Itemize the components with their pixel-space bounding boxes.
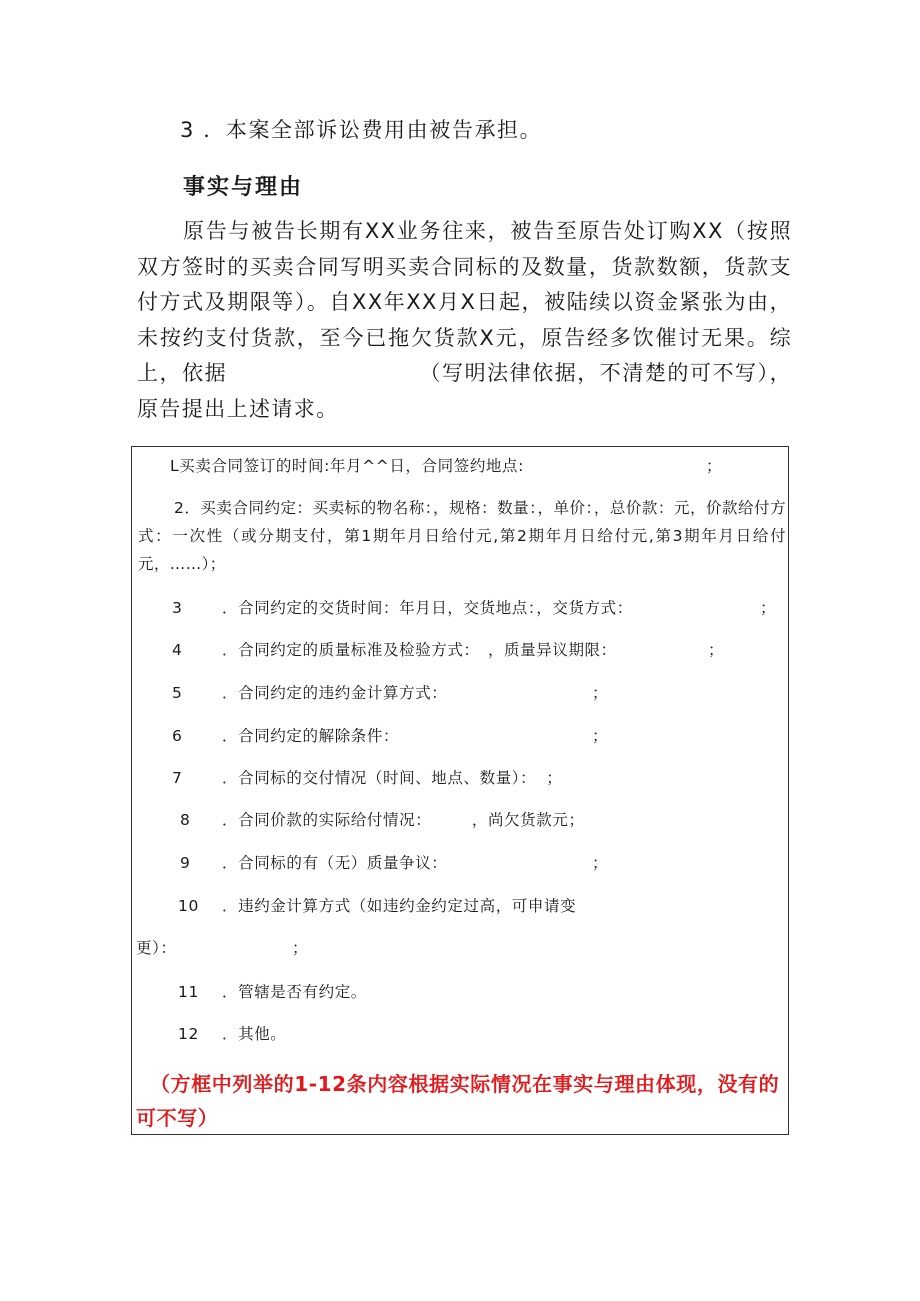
- box-item-12: [178, 1023, 286, 1045]
- box-item-6-text: ．合同约定的解除条件：: [222, 727, 400, 745]
- box-item-5-end: ；: [592, 684, 609, 702]
- box-item-8: [180, 809, 585, 831]
- box-item-9: [180, 852, 447, 874]
- box-item-4-text: ．合同约定的质量标准及检验方式： ，质量异议期限：: [222, 641, 617, 659]
- box-item-8-text: ．合同价款的实际给付情况： ，尚欠货款元；: [222, 811, 585, 829]
- facts-heading: 事实与理由: [183, 175, 304, 200]
- box-item-7-number: 7: [172, 769, 183, 787]
- box-item-6: [172, 725, 399, 747]
- box-item-11-number: 11: [178, 983, 199, 1001]
- box-item-1-text: L买卖合同签订的时间:年月^^日，合同签约地点:: [170, 457, 524, 475]
- box-item-7-text: ．合同标的交付情况（时间、地点、数量）：: [222, 769, 537, 787]
- contract-details-box: [131, 446, 789, 1135]
- box-item-5-text: ．合同约定的违约金计算方式：: [222, 684, 448, 702]
- box-item-10-number: 10: [178, 897, 199, 915]
- facts-paragraph: 原告与被告长期有XX业务往来，被告至原告处订购XX（按照双方签时的买卖合同写明买卖合同标的及数量，货款数额，货款支付方式及期限等）。自XX年XX月X日起，被陆续以资金紧张为由，未按约支付货款，至今已拖欠货款X元，原告经多饮催讨无果。综上，依据 （写明法律依据，不清楚的可不写），原告提出上述请求。: [137, 219, 792, 421]
- box-item-1-end: ；: [706, 457, 723, 475]
- box-item-9-end: ；: [592, 854, 609, 872]
- box-item-8-number: 8: [180, 811, 191, 829]
- box-item-7: [172, 767, 562, 789]
- box-item-1: [170, 455, 524, 477]
- box-item-12-text: ．其他。: [222, 1025, 287, 1043]
- box-item-6-end: ；: [592, 727, 609, 745]
- box-item-11-text: ．管辖是否有约定。: [222, 983, 367, 1001]
- box-item-10: [178, 895, 576, 917]
- box-item-9-number: 9: [180, 854, 191, 872]
- box-item-2: 2．买卖合同约定：买卖标的物名称：，规格：数量：，单价：，总价款：元，价款给付方式：一次性（或分期支付，第1期年月日给付元,第2期年月日给付元,第3期年月日给付元，……）；: [138, 499, 786, 573]
- box-item-10-continued: 更）：: [136, 939, 177, 957]
- box-item-4: [172, 639, 617, 661]
- box-item-3-number: 3: [172, 599, 183, 617]
- box-item-3-text: ．合同约定的交货时间：年月日，交货地点：，交货方式：: [222, 599, 633, 617]
- box-item-4-end: ；: [708, 641, 725, 659]
- box-item-12-number: 12: [178, 1025, 199, 1043]
- box-item-10-end: ；: [292, 939, 309, 957]
- box-item-6-number: 6: [172, 727, 183, 745]
- claim-item-3-number: 3: [180, 118, 195, 142]
- box-item-10-text: ．违约金计算方式（如违约金约定过高，可申请变: [222, 897, 577, 915]
- box-item-4-number: 4: [172, 641, 183, 659]
- claim-item-3-text: ．本案全部诉讼费用由被告承担。: [203, 118, 543, 142]
- box-item-9-text: ．合同标的有（无）质量争议：: [222, 854, 448, 872]
- box-item-7-end: ；: [546, 769, 563, 787]
- box-item-11: [178, 981, 367, 1003]
- box-item-5: [172, 682, 447, 704]
- claim-item-3: [180, 116, 542, 144]
- box-note: （方框中列举的1-12条内容根据实际情况在事实与理由体现，没有的可不写）: [136, 1072, 780, 1130]
- box-item-3: [172, 597, 633, 619]
- box-item-3-end: ；: [760, 599, 777, 617]
- box-item-5-number: 5: [172, 684, 183, 702]
